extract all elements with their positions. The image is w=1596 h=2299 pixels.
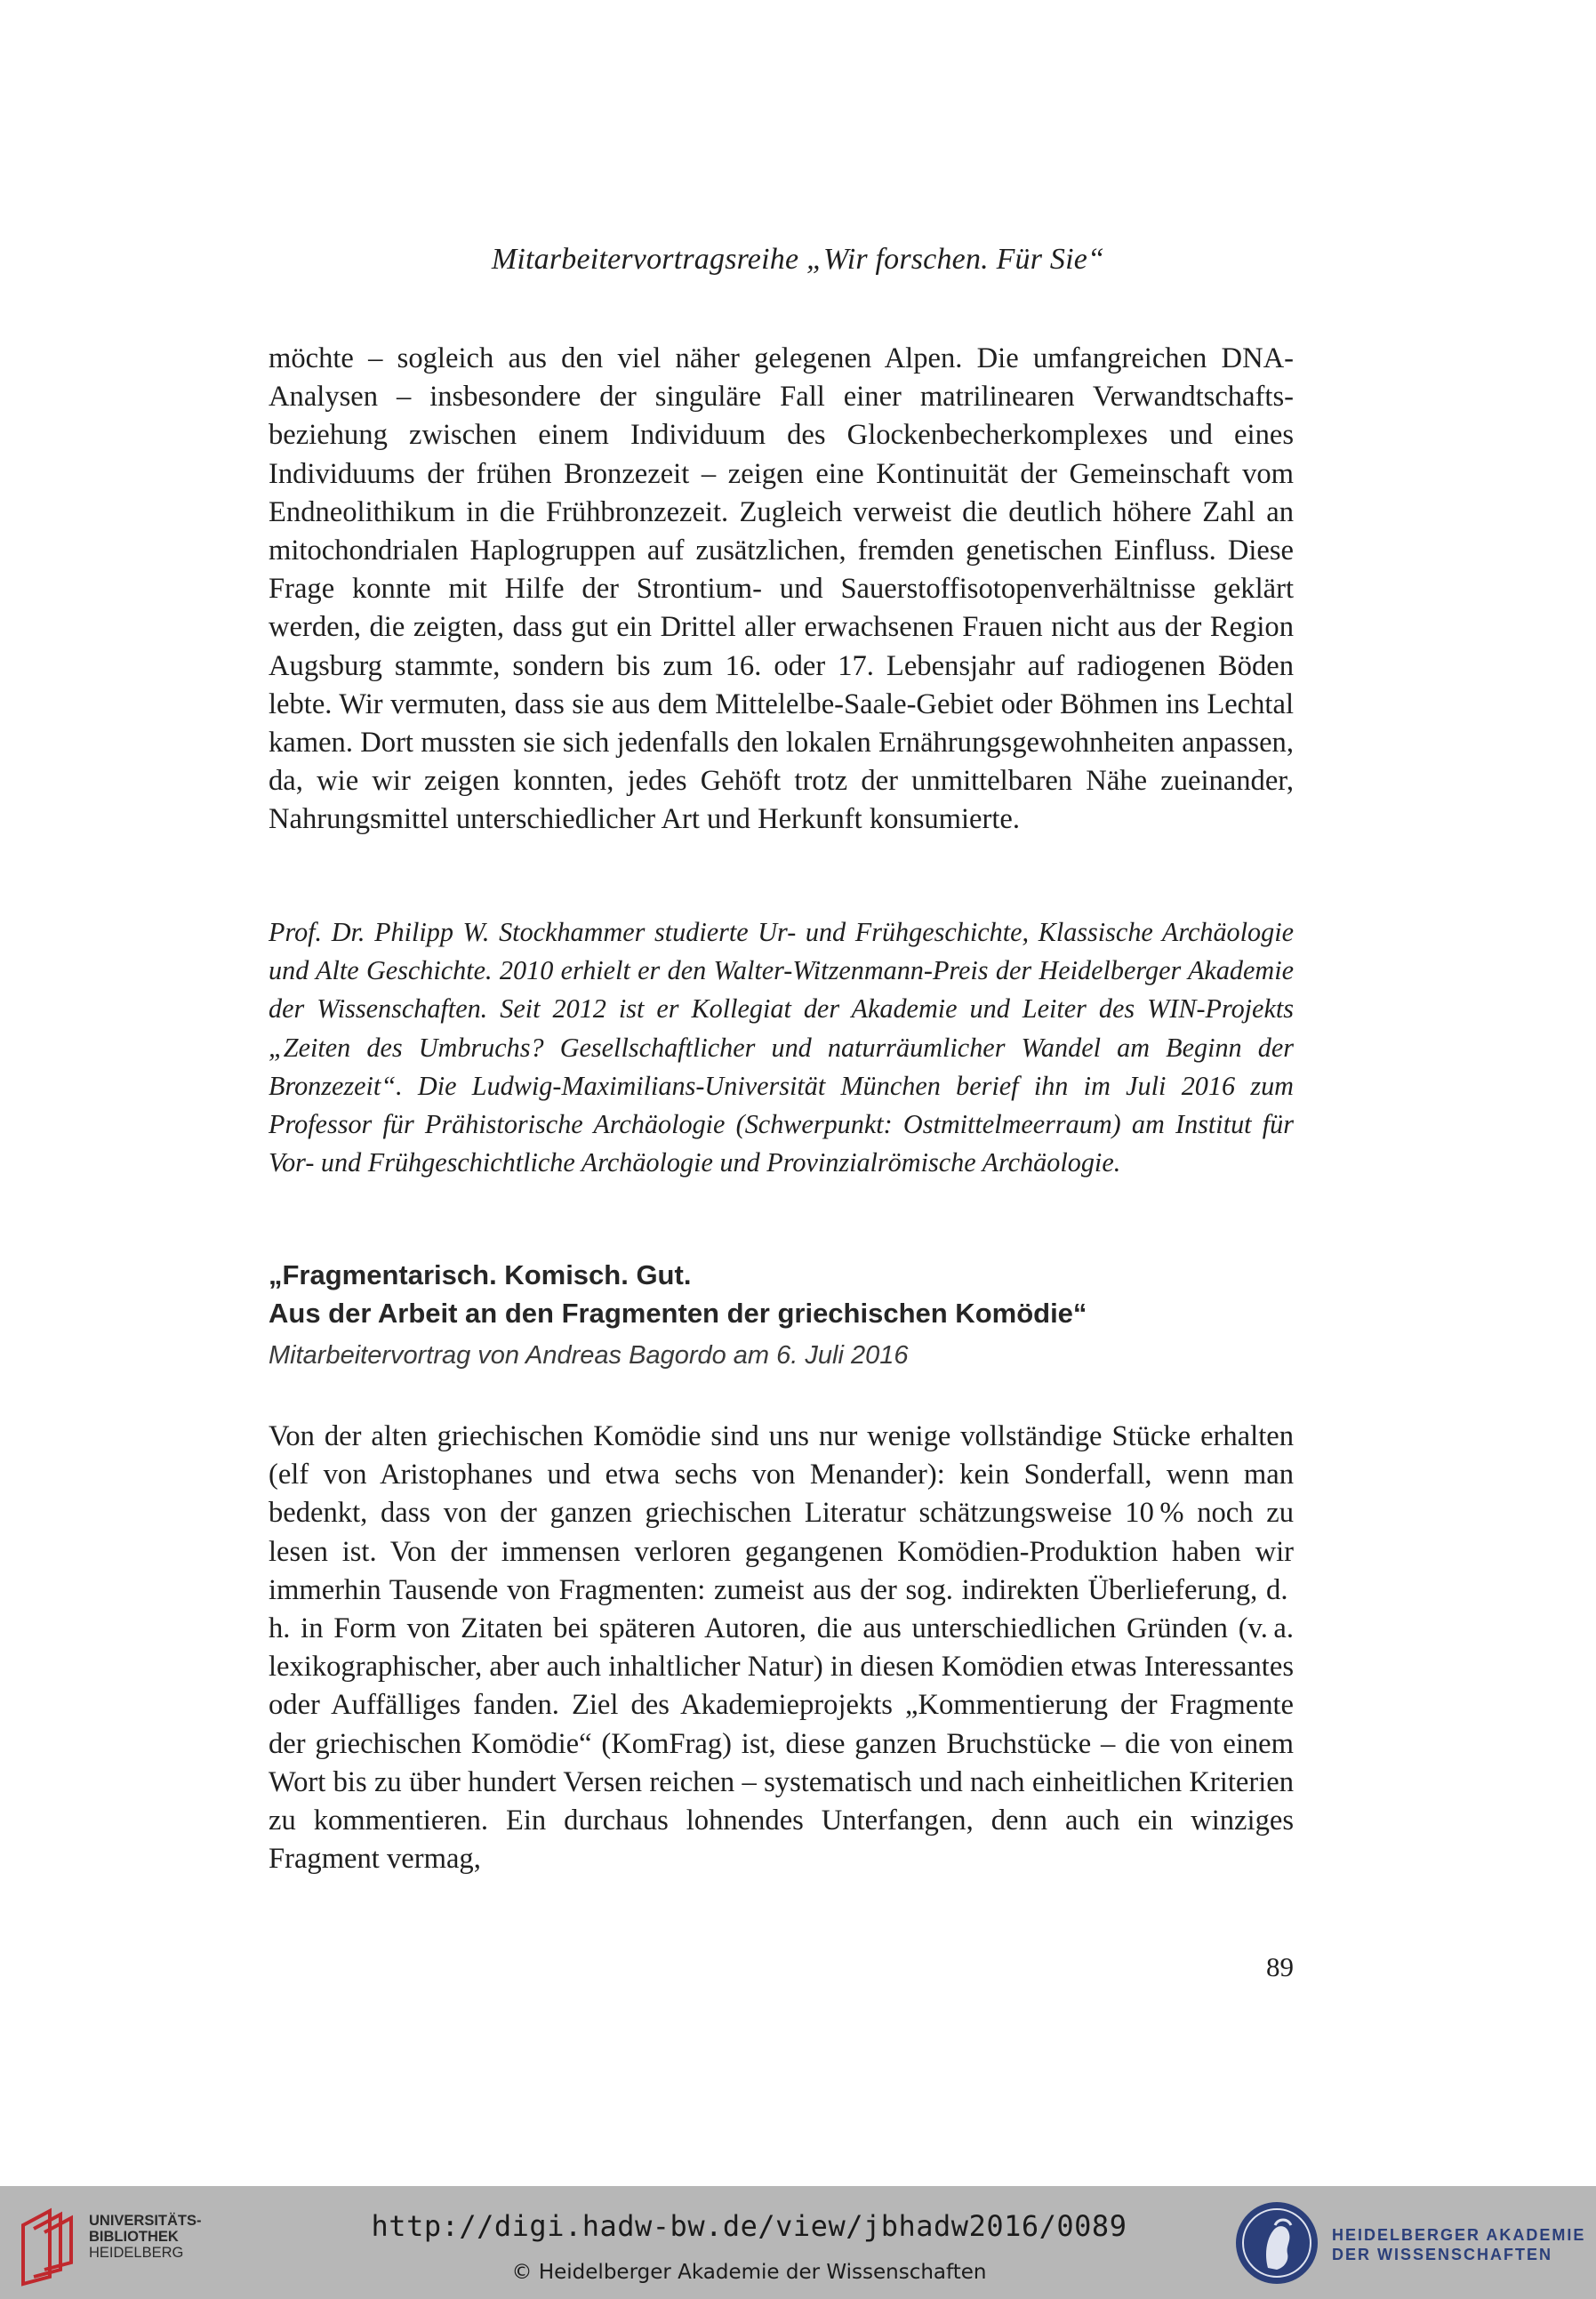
academy-name-line-2: DER WISSENSCHAFTEN [1332, 2246, 1553, 2263]
author-bio-block [269, 913, 1294, 1182]
library-name-line-3: HEIDELBERG [89, 2245, 184, 2261]
section-title-line-1: „Fragmentarisch. Komisch. Gut. [269, 1259, 692, 1290]
library-name-line-2: BIBLIOTHEK [89, 2229, 179, 2245]
author-bio: Prof. Dr. Philipp W. Stockhammer studierte Ur- und Frühgeschichte, Klassische Archäologie und Alte Geschichte. 2010 erhielt er den Walter-Witzenmann-Preis der Heidelberger Akademie der Wissenschaften. Seit 2012 ist er Kollegiat der Akademie und Leiter des WIN-Projekts „Zeiten des Umbruchs? Gesellschaftlicher und naturräumlicher Wandel am Beginn der Bronzezeit“. Die Ludwig-Maximilians-Universität München berief ihn im Juli 2016 zum Professor für Prähistorische Archäologie (Schwerpunkt: Ostmittelmeerraum) am Institut für Vor- und Frühgeschichtliche Archäologie und Provinzialrömische Archäologie. [269, 917, 1294, 1178]
running-head: Mitarbeitervortragsreihe „Wir forschen. Für Sie“ [491, 243, 1105, 276]
page-number: 89 [1266, 1951, 1294, 1982]
section-subtitle: Mitarbeitervortrag von Andreas Bagordo am 6. Juli 2016 [269, 1341, 909, 1370]
copyright-notice: © Heidelberger Akademie der Wissenschaften [511, 2261, 987, 2284]
academy-name [1332, 2225, 1585, 2264]
section-title-line-2: Aus der Arbeit an den Fragmenten der griechischen Komödie“ [269, 1298, 1087, 1329]
section-heading [269, 1256, 1294, 1374]
permalink-url[interactable]: http://digi.hadw-bw.de/view/jbhadw2016/0089 [371, 2209, 1127, 2243]
body-paragraph-2: Von der alten griechischen Komödie sind uns nur wenige vollständige Stücke erhalten (elf von Aristophanes und etwa sechs von Menander): kein Sonderfall, wenn man bedenkt, dass von der ganzen griechischen Literatur schätzungsweise 10 % noch zu lesen ist. Von der immensen verloren gegangenen Komödien-Produktion haben wir immerhin Tausende von Fragmenten: zumeist aus der sog. indirekten Überlieferung, d. h. in Form von Zitaten bei späteren Autoren, die aus unterschiedlichen Gründen (v. a. lexikographischer, aber auch inhaltlicher Natur) in diesen Komödien etwas Interessantes oder Auffälliges fanden. Ziel des Akademieprojekts „Kommentierung der Fragmente der griechischen Komödie“ (KomFrag) ist, diese ganzen Bruchstücke – die von einem Wort bis zu über hundert Versen reichen – systematisch und nach einheitlichen Kriterien zu kommentieren. Ein durchaus lohnendes Unterfangen, denn auch ein winziges Fragment vermag, [269, 1420, 1294, 1876]
body-paragraph-1: möchte – sogleich aus den viel näher gelegenen Alpen. Die umfangreichen DNA-Analysen – insbesondere der singuläre Fall einer matrilinearen Verwandtschaftsbeziehung zwischen einem Individuum des Glockenbecherkomplexes und eines Individuums der frühen Bronzezeit – zeigen eine Kontinuität der Gemeinschaft vom Endneolithikum in die Frühbronzezeit. Zugleich verweist die deutlich höhere Zahl an mitochondrialen Haplogruppen auf zusätzlichen, fremden genetischen Einfluss. Diese Frage konnte mit Hilfe der Strontium- und Sauerstoffisotopenverhältnisse geklärt werden, die zeigten, dass gut ein Drittel aller erwachsenen Frauen nicht aus der Region Augsburg stammte, sondern bis zum 16. oder 17. Lebensjahr auf radiogenen Böden lebte. Wir vermuten, dass sie aus dem Mittelelbe-Saale-Gebiet oder Böhmen ins Lechtal kamen. Dort mussten sie sich jedenfalls den lokalen Ernährungsgewohnheiten anpassen, da, wie wir zeigen konnten, jedes Gehöft trotz der unmittelbaren Nähe zueinander, Nahrungsmittel unterschiedlicher Art und Herkunft konsumierte. [269, 342, 1294, 836]
body-paragraph-block-1 [269, 340, 1294, 840]
academy-name-line-1: HEIDELBERGER AKADEMIE [1332, 2226, 1586, 2244]
body-paragraph-block-2 [269, 1418, 1294, 1878]
library-name-line-1: UNIVERSITÄTS- [89, 2213, 202, 2229]
academy-seal-icon[interactable] [1232, 2199, 1321, 2287]
footer-bar [0, 2186, 1596, 2299]
